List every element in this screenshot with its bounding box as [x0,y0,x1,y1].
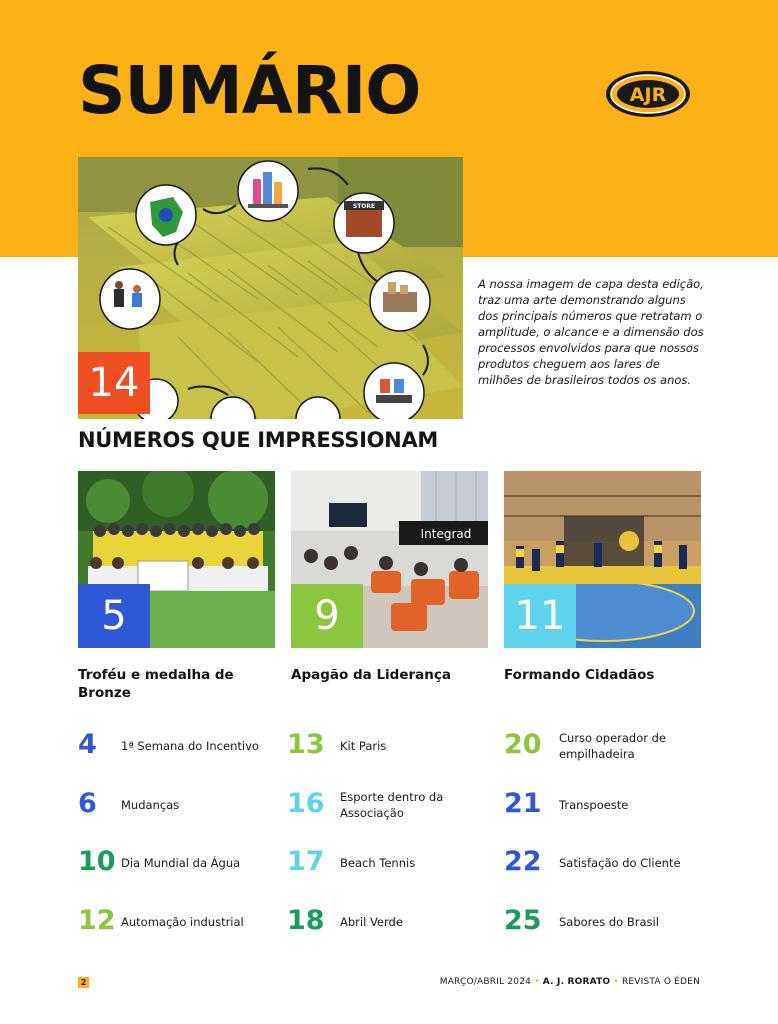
footer-magazine: REVISTA O ÉDEN [621,977,700,987]
footer-page-number: 2 [78,977,89,988]
toc-entry-label: Esporte dentro da Associação [340,790,444,820]
feature-number-box-11: 11 [504,584,576,648]
toc-entry-number: 18 [287,905,325,936]
cover-story-title: NÚMEROS QUE IMPRESSIONAM [78,428,439,452]
cover-caption: A nossa imagem de capa desta edição, traz uma arte demonstrando alguns dos principais números que retratam o amplitude, o alcance e a dimensão dos processos envolvidos para que nossos produtos cheguem aos lares de milhões de brasileiros todos os anos. [478,277,704,387]
photo-sign-text: Integrad [420,527,472,541]
footer-brand: A. J. RORATO [542,977,611,987]
cover-page-number-box: 14 [78,352,150,414]
toc-entry-label: Beach Tennis [340,856,416,870]
toc-entry-label: 1ª Semana do Incentivo [121,739,259,753]
toc-entry-number: 4 [78,729,97,760]
feature-number-box-9: 9 [291,584,363,648]
toc-entry-number: 20 [504,729,542,760]
toc-entry-label: Abril Verde [340,915,403,929]
page-title: SUMÁRIO [78,52,421,129]
toc-entry-label: Mudanças [121,798,180,812]
toc-entry-label: Kit Paris [340,739,387,753]
feature-number-box-5: 5 [78,584,150,648]
toc-entry-number: 10 [78,846,116,877]
logo-text: AJR [629,84,667,106]
toc-entry-number: 6 [78,788,97,819]
toc-entry-number: 25 [504,905,542,936]
toc-entry-number: 21 [504,788,542,819]
toc-entry-label: Curso operador de empilhadeira [559,731,667,761]
toc-entry-number: 17 [287,846,325,877]
footer-separator: • [534,977,540,987]
feature-title-citizens[interactable]: Formando Cidadãos [504,667,655,683]
toc-entry-number: 22 [504,846,542,877]
feature-title-leadership[interactable]: Apagão da Liderança [291,667,451,683]
ajr-logo [605,70,691,118]
footer-date: MARÇO/ABRIL 2024 [439,977,532,987]
toc-entry-number: 16 [287,788,325,819]
toc-entry-number: 13 [287,729,325,760]
store-sign-text: STORE [352,203,376,210]
toc-entry-number: 12 [78,905,116,936]
toc-entry-label: Automação industrial [121,915,244,929]
feature-title-trophy[interactable]: Troféu e medalha de Bronze [78,667,234,701]
toc-entry-label: Sabores do Brasil [559,915,659,929]
toc-entry-label: Dia Mundial da Água [121,856,241,870]
footer-separator: • [613,977,619,987]
toc-entry-label: Transpoeste [559,798,629,812]
toc-entry-label: Satisfação do Cliente [559,856,681,870]
footer-credit [440,977,700,987]
